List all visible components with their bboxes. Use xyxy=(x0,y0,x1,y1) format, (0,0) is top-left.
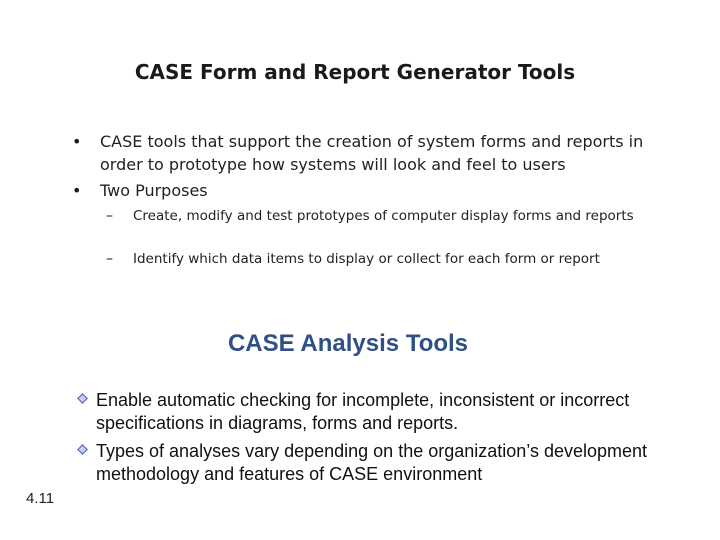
dash-icon: – xyxy=(106,208,113,224)
analysis-bullet-1: Enable automatic checking for incomplete, inconsistent or incorrect specifications in diagrams, forms and reports. xyxy=(96,390,630,433)
diamond-bullet-icon xyxy=(77,393,88,404)
analysis-bullet-2: Types of analyses vary depending on the organization’s development methodology and features of CASE environment xyxy=(96,441,648,484)
slide-title-analysis-tools: CASE Analysis Tools xyxy=(227,330,469,357)
dash-icon: – xyxy=(106,251,113,267)
bullet-dot-icon: • xyxy=(72,181,82,200)
slide-number: 4.11 xyxy=(26,490,55,507)
bullet-item-2: Two Purposes xyxy=(100,181,208,200)
bullet-item-1: CASE tools that support the creation of system forms and reports in order to prototype how systems will look and feel to users xyxy=(100,132,644,174)
sub-bullet-item-2: Identify which data items to display or collect for each form or report xyxy=(133,251,600,267)
sub-bullet-item-1: Create, modify and test prototypes of computer display forms and reports xyxy=(133,208,634,224)
bullet-dot-icon: • xyxy=(72,132,82,151)
diamond-bullet-icon xyxy=(77,444,88,455)
slide-title-form-report: CASE Form and Report Generator Tools xyxy=(134,60,576,84)
